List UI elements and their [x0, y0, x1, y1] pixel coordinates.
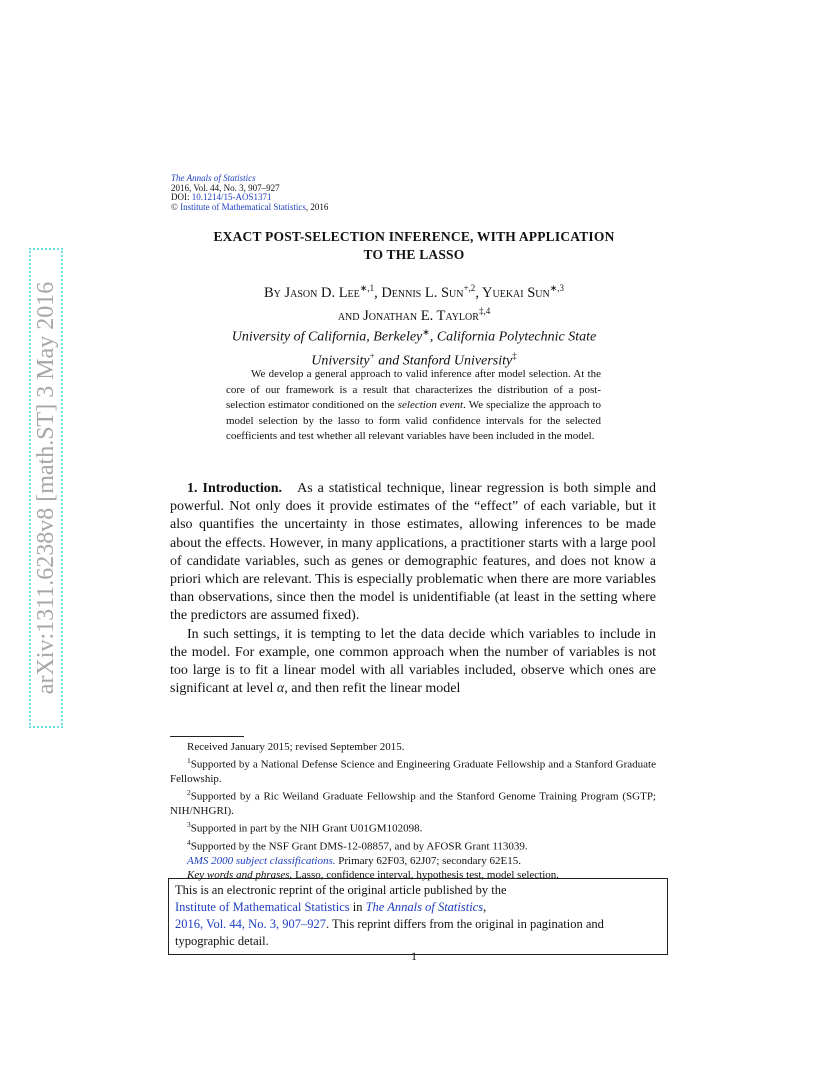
abstract: [226, 367, 601, 445]
reprint-comma: ,: [483, 900, 487, 914]
paper-title: [150, 228, 678, 264]
journal-name-link[interactable]: The Annals of Statistics: [171, 173, 256, 183]
author-sun-dennis-sup: +,2: [463, 283, 476, 293]
affil-calpoly: , California Polytechnic State: [429, 329, 597, 345]
abstract-text-2: . We specialize the approach to model selection by the lasso to form valid confidence intervals for the selected coefficients and test whether all relevant variables have been included in the model.: [226, 399, 601, 442]
author-lee: Jason D. Lee: [284, 284, 360, 301]
footnote-4-mark: 4: [187, 838, 191, 848]
intro-text-1: As a statistical technique, linear regression is both simple and powerful. Not only does it provide estimates of the “effect” of each variable, but it also quantifies the uncertainty in those estimates, allowing inferences to be made about the effects. However, in many applications, a practitioner starts with a large pool of candidate variables, such as genes or demographic features, and does not know a priori which are relevant. This is especially problematic when there are more variables than observations, since then the model is unidentifiable (at least in the setting where the predictors are assumed fixed).: [170, 481, 657, 624]
intro-paragraph-2: [170, 626, 656, 699]
doi-prefix: DOI:: [171, 192, 192, 202]
footnote-3-mark: 3: [187, 820, 191, 830]
alpha-symbol: α: [276, 681, 285, 697]
and-label: and: [337, 307, 364, 324]
ams-classification: [170, 854, 656, 868]
footnote-3-text: Supported in part by the NIH Grant U01GM102098.: [190, 822, 423, 835]
footnotes: [170, 740, 656, 882]
affil-stanford: and Stanford University: [374, 353, 513, 369]
ams-classification-link[interactable]: AMS 2000 subject classifications.: [187, 855, 336, 868]
abstract-paragraph: [226, 367, 601, 445]
keywords-text: Lasso, confidence interval, hypothesis test, model selection.: [292, 869, 560, 882]
reprint-notice-box: [168, 878, 668, 955]
copyright-year: , 2016: [305, 201, 329, 212]
footnote-2-text: Supported by a Ric Weiland Graduate Fellowship and the Stanford Genome Training Program (SGTP; NIH/NHGRI).: [170, 790, 656, 818]
keywords-label: Key words and phrases.: [187, 869, 293, 882]
footnote-4-text: Supported by the NSF Grant DMS-12-08857, and by AFOSR Grant 113039.: [190, 840, 528, 853]
ams-codes: Primary 62F03, 62J07; secondary 62E15.: [335, 855, 521, 868]
ims-reprint-link[interactable]: Institute of Mathematical Statistics: [175, 900, 350, 914]
intro-text-2b: , and then refit the linear model: [284, 681, 461, 697]
reprint-text-1: This is an electronic reprint of the original article published by the: [175, 883, 507, 897]
author-taylor: Jonathan E. Taylor: [363, 307, 479, 324]
received-note: Received January 2015; revised September 2015.: [187, 741, 405, 753]
footnote-2-mark: 2: [187, 788, 191, 798]
footnote-rule: [170, 736, 244, 737]
title-line-2: TO THE LASSO: [363, 247, 465, 262]
author-sun-yuekai-sup: ∗,3: [549, 283, 565, 293]
page-number: 1: [411, 949, 417, 963]
author-sun-yuekai: , Yuekai Sun: [475, 284, 550, 301]
affil-sup-2: +: [369, 350, 375, 361]
arxiv-identifier-stamp[interactable]: arXiv:1311.6238v8 [math.ST] 3 May 2016: [29, 248, 63, 728]
authors-line-2: [150, 302, 678, 325]
copyright-symbol: ©: [171, 201, 178, 212]
title-line-1: EXACT POST-SELECTION INFERENCE, WITH APPLICATION: [213, 229, 615, 244]
intro-paragraph-1: [170, 480, 656, 626]
copyright-line: [171, 203, 328, 213]
affil-berkeley: University of California, Berkeley: [231, 329, 423, 345]
volume-reprint-link[interactable]: 2016, Vol. 44, No. 3, 907–927: [175, 917, 326, 931]
footnote-4: [170, 836, 656, 854]
affil-sup-1: ∗: [422, 327, 430, 337]
doi-link[interactable]: 10.1214/15-AOS1371: [191, 192, 272, 202]
intro-text-2a: In such settings, it is tempting to let the data decide which variables to include in the model. For example, one common approach when the number of variables is not too large is to fit a linear model with all variables included, observe which ones are significant at level: [170, 626, 656, 697]
volume-line: 2016, Vol. 44, No. 3, 907–927: [171, 182, 280, 193]
author-lee-sup: ∗,1: [359, 283, 375, 293]
author-list: [150, 279, 678, 325]
ims-link[interactable]: Institute of Mathematical Statistics: [180, 201, 306, 212]
affiliations: [150, 323, 678, 370]
reprint-in: in: [349, 900, 366, 914]
section-heading: 1. Introduction.: [187, 481, 283, 496]
author-taylor-sup: ‡,4: [478, 305, 491, 316]
by-label: By: [263, 284, 285, 301]
affil-sup-3: ‡: [512, 350, 517, 361]
introduction-section: [170, 480, 656, 698]
affil-university: University: [311, 353, 370, 369]
footnote-3: [170, 818, 656, 836]
journal-header: [171, 174, 328, 212]
author-sun-dennis: , Dennis L. Sun: [374, 284, 464, 301]
footnote-1-mark: 1: [187, 756, 191, 766]
authors-line-1: [150, 279, 678, 302]
abstract-emphasis: selection event: [397, 399, 464, 411]
reprint-text-2: . This reprint differs from the original in pagination and typographic detail.: [175, 917, 604, 948]
footnote-1: [170, 754, 656, 786]
footnote-2: [170, 786, 656, 818]
journal-reprint-link[interactable]: The Annals of Statistics: [365, 900, 484, 914]
affiliations-line-1: [150, 323, 678, 347]
footnote-1-text: Supported by a National Defense Science and Engineering Graduate Fellowship and a Stanford Graduate Fellowship.: [170, 758, 656, 786]
abstract-text-1: We develop a general approach to valid inference after model selection. At the core of our framework is a result that characterizes the distribution of a post-selection estimator conditioned on the: [226, 368, 601, 411]
